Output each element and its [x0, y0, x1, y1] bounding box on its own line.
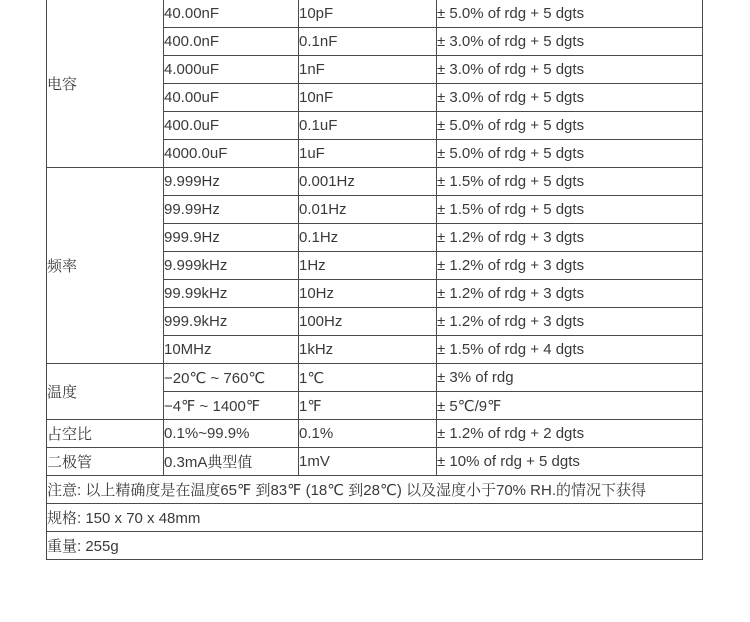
res-cell: 1kHz [299, 336, 437, 364]
res-cell: 0.1% [299, 420, 437, 448]
res-cell: 1℉ [299, 392, 437, 420]
note-row [47, 476, 703, 504]
table-row [47, 364, 703, 392]
category-cell: 二极管 [47, 448, 164, 476]
acc-cell: ± 5.0% of rdg + 5 dgts [437, 112, 703, 140]
note-cell: 规格: 150 x 70 x 48mm [47, 504, 703, 532]
spec-table [46, 0, 703, 560]
note-row [47, 532, 703, 560]
spec-table-body [47, 0, 703, 560]
acc-cell: ± 1.5% of rdg + 5 dgts [437, 196, 703, 224]
acc-cell: ± 5.0% of rdg + 5 dgts [437, 140, 703, 168]
category-cell: 频率 [47, 168, 164, 364]
range-cell: 40.00nF [164, 0, 299, 28]
res-cell: 1Hz [299, 252, 437, 280]
res-cell: 10Hz [299, 280, 437, 308]
range-cell: 0.1%~99.9% [164, 420, 299, 448]
category-cell: 电容 [47, 0, 164, 168]
res-cell: 10nF [299, 84, 437, 112]
range-cell: 400.0uF [164, 112, 299, 140]
range-cell: 999.9Hz [164, 224, 299, 252]
res-cell: 0.1Hz [299, 224, 437, 252]
table-row [47, 420, 703, 448]
range-cell: 400.0nF [164, 28, 299, 56]
acc-cell: ± 1.2% of rdg + 3 dgts [437, 224, 703, 252]
res-cell: 1mV [299, 448, 437, 476]
acc-cell: ± 3.0% of rdg + 5 dgts [437, 84, 703, 112]
acc-cell: ± 3.0% of rdg + 5 dgts [437, 56, 703, 84]
acc-cell: ± 1.2% of rdg + 3 dgts [437, 280, 703, 308]
res-cell: 1nF [299, 56, 437, 84]
category-cell: 占空比 [47, 420, 164, 448]
acc-cell: ± 5℃/9℉ [437, 392, 703, 420]
note-cell: 注意: 以上精确度是在温度65℉ 到83℉ (18℃ 到28℃) 以及湿度小于70% RH.的情况下获得 [47, 476, 703, 504]
acc-cell: ± 1.2% of rdg + 2 dgts [437, 420, 703, 448]
table-row [47, 168, 703, 196]
res-cell: 0.01Hz [299, 196, 437, 224]
range-cell: −20℃ ~ 760℃ [164, 364, 299, 392]
range-cell: 99.99kHz [164, 280, 299, 308]
acc-cell: ± 1.5% of rdg + 5 dgts [437, 168, 703, 196]
acc-cell: ± 3% of rdg [437, 364, 703, 392]
range-cell: 4000.0uF [164, 140, 299, 168]
res-cell: 1℃ [299, 364, 437, 392]
range-cell: 9.999kHz [164, 252, 299, 280]
res-cell: 0.1uF [299, 112, 437, 140]
range-cell: 4.000uF [164, 56, 299, 84]
table-row [47, 0, 703, 28]
res-cell: 0.001Hz [299, 168, 437, 196]
note-row [47, 504, 703, 532]
range-cell: 0.3mA典型值 [164, 448, 299, 476]
res-cell: 0.1nF [299, 28, 437, 56]
range-cell: −4℉ ~ 1400℉ [164, 392, 299, 420]
acc-cell: ± 1.5% of rdg + 4 dgts [437, 336, 703, 364]
note-cell: 重量: 255g [47, 532, 703, 560]
range-cell: 9.999Hz [164, 168, 299, 196]
table-row [47, 448, 703, 476]
range-cell: 40.00uF [164, 84, 299, 112]
acc-cell: ± 5.0% of rdg + 5 dgts [437, 0, 703, 28]
category-cell: 温度 [47, 364, 164, 420]
res-cell: 1uF [299, 140, 437, 168]
range-cell: 999.9kHz [164, 308, 299, 336]
acc-cell: ± 1.2% of rdg + 3 dgts [437, 252, 703, 280]
range-cell: 99.99Hz [164, 196, 299, 224]
acc-cell: ± 10% of rdg + 5 dgts [437, 448, 703, 476]
res-cell: 10pF [299, 0, 437, 28]
range-cell: 10MHz [164, 336, 299, 364]
acc-cell: ± 1.2% of rdg + 3 dgts [437, 308, 703, 336]
res-cell: 100Hz [299, 308, 437, 336]
acc-cell: ± 3.0% of rdg + 5 dgts [437, 28, 703, 56]
